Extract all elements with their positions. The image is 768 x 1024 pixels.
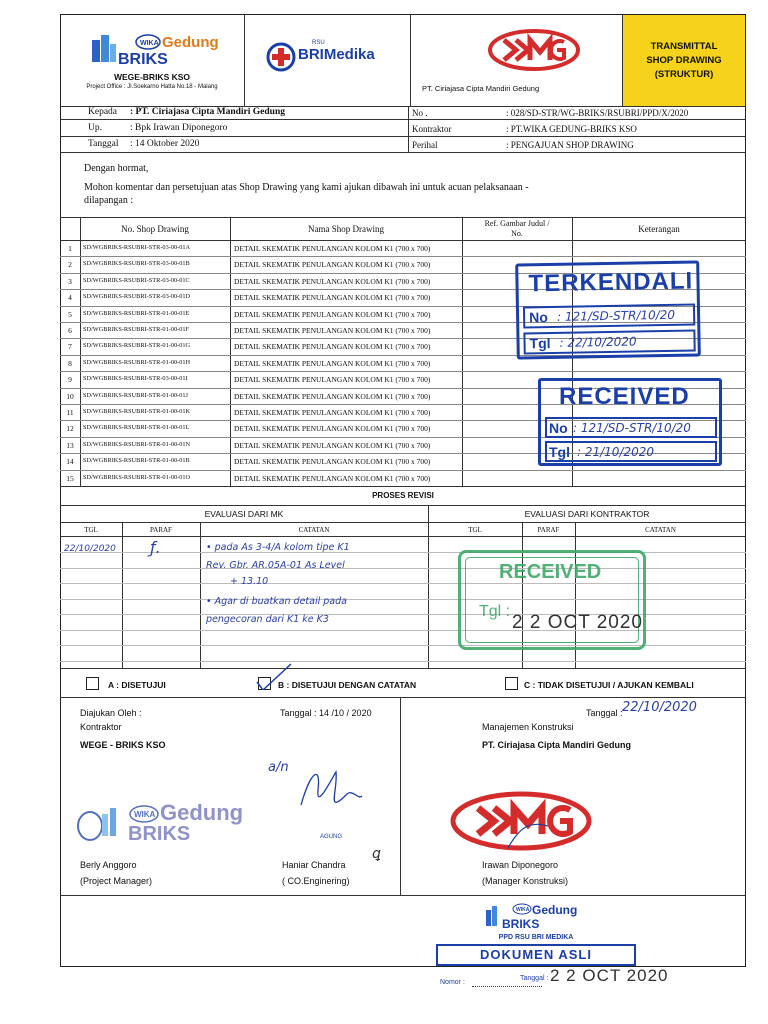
proses-divider <box>122 522 123 668</box>
green-received-date: 2 2 OCT 2020 <box>512 612 644 633</box>
diajukan-label: Diajukan Oleh : <box>80 708 142 718</box>
received-title: RECEIVED <box>559 383 690 410</box>
footer-nomor-line <box>472 986 542 987</box>
footer-line2: DOKUMEN ASLI <box>436 944 636 966</box>
row-number: 7 <box>68 342 72 352</box>
letter-body-line1: Mohon komentar dan persetujuan atas Shop Drawing yang kami ajukan dibawah ini untuk acuan pelaksanaan - <box>84 182 529 193</box>
checkbox-a[interactable] <box>86 677 99 690</box>
terkendali-tgl-label: Tgl <box>529 335 551 352</box>
row-name: DETAIL SKEMATIK PENULANGAN KOLOM K1 (700 x 700) <box>234 440 431 450</box>
terkendali-stamp <box>515 260 701 359</box>
row-number: 13 <box>66 440 74 450</box>
person3-role: (Manager Konstruksi) <box>482 876 569 886</box>
no-label: No . <box>412 108 428 118</box>
row-code: SD/WGBRIKS-RSUBRI-STR-01-00-01G <box>83 342 191 350</box>
row-divider <box>60 256 746 257</box>
row-name: DETAIL SKEMATIK PENULANGAN KOLOM K1 (700 x 700) <box>234 408 431 417</box>
checkbox-b[interactable] <box>258 677 271 690</box>
tanggal-left: Tanggal : 14 /10 / 2020 <box>280 708 372 718</box>
project-office: Project Office : Jl.Soekarno Hatta No.18 - Malang <box>86 84 218 90</box>
mk-eval-paraf: ƒ. <box>150 538 161 557</box>
approval-a-label: A : DISETUJUI <box>108 680 166 690</box>
header-divider <box>410 14 411 106</box>
ruled-line <box>60 645 428 646</box>
row-divider <box>60 470 746 471</box>
row-code: SD/WGBRIKS-RSUBRI-STR-01-00-01E <box>83 309 190 317</box>
row-name: DETAIL SKEMATIK PENULANGAN KOLOM K1 (700 x 700) <box>234 424 431 434</box>
person1-name: Berly Anggoro <box>80 860 137 870</box>
cmg-stamp <box>448 790 594 852</box>
th-keterangan: Keterangan <box>638 224 680 234</box>
signature-bottom-line <box>60 895 746 896</box>
haniar-initial: ꝗ <box>372 846 381 862</box>
footer-tanggal-label: Tanggal : <box>520 975 549 982</box>
received-no-label: No <box>549 420 568 436</box>
svg-text:WIKA: WIKA <box>140 40 159 47</box>
mk-label: Manajemen Konstruksi <box>482 722 574 732</box>
footer-nomor-label: Nomor : <box>440 979 465 986</box>
ruled-line <box>60 630 428 631</box>
tanggal-value: : 14 Oktober 2020 <box>130 139 200 149</box>
an-mark: a/n <box>268 760 289 775</box>
row-number: 4 <box>68 293 72 303</box>
row-code: SD/WGBRIKS-RSUBRI-STR-03-00-01A <box>83 244 191 251</box>
up-value: : Bpk Irawan Diponegoro <box>130 123 228 133</box>
th-nama-shop: Nama Shop Drawing <box>308 224 384 234</box>
no-value: : 028/SD-STR/WG-BRIKS/RSUBRI/PPD/X/2020 <box>506 108 689 118</box>
kepada-value: : PT. Ciriajasa Cipta Mandiri Gedung <box>130 107 285 117</box>
tanggal-label: Tanggal <box>88 139 119 149</box>
mk-note-line: pengecoran dari K1 ke K3 <box>206 614 329 625</box>
approval-bottom-line <box>60 697 746 698</box>
mk-eval-date: 22/10/2020 <box>64 544 116 554</box>
k-col-paraf: PARAF <box>537 526 560 534</box>
k-col-catatan: CATATAN <box>645 526 676 534</box>
bri-rsu-label: RSU <box>312 40 325 46</box>
transmittal-line: SHOP DRAWING <box>646 55 722 66</box>
bri-medika-icon <box>266 42 296 72</box>
row-number: 9 <box>68 375 72 385</box>
mk-note-line: Rev. Gbr. AR.05A-01 As Level <box>206 560 345 571</box>
bri-medika-logo-text: BRIMedika <box>298 46 375 63</box>
row-name: DETAIL SKEMATIK PENULANGAN KOLOM K1 (700 x 700) <box>234 457 431 467</box>
svg-text:BRIKS: BRIKS <box>502 917 540 930</box>
terkendali-no-label: No <box>528 309 548 326</box>
row-line <box>60 152 746 153</box>
th-no-shop: No. Shop Drawing <box>121 224 189 234</box>
row-name: DETAIL SKEMATIK PENULANGAN KOLOM K1 (700 x 700) <box>234 293 431 303</box>
row-code: SD/WGBRIKS-RSUBRI-STR-01-00-01B <box>83 457 190 465</box>
proses-line <box>60 522 746 523</box>
row-name: DETAIL SKEMATIK PENULANGAN KOLOM K1 (700 x 700) <box>234 244 431 253</box>
row-number: 2 <box>68 260 72 270</box>
green-received-title: RECEIVED <box>499 561 602 583</box>
kontraktor-eval-title: EVALUASI DARI KONTRAKTOR <box>524 509 650 519</box>
row-name: DETAIL SKEMATIK PENULANGAN KOLOM K1 (700 x 700) <box>234 276 431 286</box>
row-code: SD/WGBRIKS-RSUBRI-STR-01-00-01O <box>83 473 191 481</box>
mk-note-line: • Agar di buatkan detail pada <box>206 596 347 607</box>
row-number: 5 <box>68 309 72 319</box>
row-code: SD/WGBRIKS-RSUBRI-STR-01-00-01N <box>83 440 191 448</box>
proses-divider <box>200 522 201 668</box>
person1-role: (Project Manager) <box>80 876 153 886</box>
th-ref-line1: Ref. Gambar Judul / <box>484 219 550 228</box>
signature-haniar <box>296 760 366 820</box>
checkbox-c[interactable] <box>505 677 518 690</box>
mk-col-paraf: PARAF <box>150 526 172 534</box>
row-code: SD/WGBRIKS-RSUBRI-STR-03-00-01C <box>83 276 190 284</box>
row-line <box>60 136 746 137</box>
kepada-label: Kepada <box>88 107 118 117</box>
transmittal-title <box>623 40 745 82</box>
mk-note-line: • pada As 3-4/A kolom tipe K1 <box>206 542 350 553</box>
header-divider <box>244 14 245 106</box>
row-code: SD/WGBRIKS-RSUBRI-STR-03-00-01B <box>83 260 190 268</box>
row-code: SD/WGBRIKS-RSUBRI-STR-01-00-01L <box>83 424 190 432</box>
svg-text:WIKA: WIKA <box>516 907 530 913</box>
row-number: 8 <box>68 358 72 368</box>
row-code: SD/WGBRIKS-RSUBRI-STR-03-00-01D <box>83 293 191 301</box>
mk-title: EVALUASI DARI MK <box>204 509 284 519</box>
wega-briks-logo <box>88 30 228 70</box>
mk-col-catatan: CATATAN <box>298 526 330 534</box>
row-name: DETAIL SKEMATIK PENULANGAN KOLOM K1 (700 x 700) <box>234 326 431 335</box>
green-received-tgl-label: Tgl : <box>479 603 511 620</box>
signature-divider <box>400 697 401 895</box>
approval-c-label: C : TIDAK DISETUJUI / AJUKAN KEMBALI <box>524 680 694 690</box>
wege-label: WEGE - BRIKS KSO <box>80 740 166 750</box>
person2-name: Haniar Chandra <box>282 860 346 870</box>
transmittal-line: TRANSMITTAL <box>650 41 718 52</box>
ruled-line <box>60 661 428 662</box>
table-bottom-line <box>60 486 746 487</box>
transmittal-line: (STRUKTUR) <box>654 69 714 80</box>
row-number: 11 <box>66 408 74 417</box>
svg-text:Gedung: Gedung <box>160 800 244 825</box>
terkendali-tgl-value: : 22/10/2020 <box>559 334 637 350</box>
mk-note-line: + 13.10 <box>230 576 269 587</box>
letter-body-line2: dilapangan : <box>84 195 134 206</box>
row-number: 3 <box>68 276 72 286</box>
footer-date: 2 2 OCT 2020 <box>550 966 669 985</box>
row-number: 15 <box>66 473 74 483</box>
proses-title: PROSES REVISI <box>372 491 434 500</box>
wega-name: WEGE-BRIKS KSO <box>113 72 191 82</box>
mk-col-tgl: TGL <box>84 526 98 534</box>
kontraktor-label-sign: Kontraktor <box>80 722 122 732</box>
row-name: DETAIL SKEMATIK PENULANGAN KOLOM K1 (700 x 700) <box>234 473 431 483</box>
row-name: DETAIL SKEMATIK PENULANGAN KOLOM K1 (700 x 700) <box>234 391 431 401</box>
svg-text:Gedung: Gedung <box>162 34 219 51</box>
mk-company: PT. Ciriajasa Cipta Mandiri Gedung <box>482 740 632 750</box>
row-number: 10 <box>66 391 74 401</box>
ruled-line <box>428 661 746 662</box>
k-col-tgl: TGL <box>468 526 482 534</box>
row-code: SD/WGBRIKS-RSUBRI-STR-01-00-01H <box>83 358 191 366</box>
row-code: SD/WGBRIKS-RSUBRI-STR-01-00-01J <box>83 391 188 399</box>
row-number: 1 <box>68 244 72 253</box>
table-top-line <box>60 217 746 218</box>
up-label: Up. <box>88 123 102 133</box>
received-tgl-label: Tgl <box>549 444 570 460</box>
terkendali-title: TERKENDALI <box>528 267 694 298</box>
person3-name: Irawan Diponegoro <box>482 860 559 870</box>
svg-text:BRIKS: BRIKS <box>118 51 168 68</box>
row-divider <box>60 371 746 372</box>
svg-text:WIKA: WIKA <box>134 810 156 819</box>
tanggal-right-hand: 22/10/2020 <box>622 700 697 715</box>
info-divider <box>408 106 409 152</box>
kontraktor-label: Kontraktor <box>412 124 452 134</box>
proses-line <box>60 505 746 506</box>
proses-line <box>60 536 746 537</box>
row-code: SD/WGBRIKS-RSUBRI-STR-01-00-01K <box>83 408 191 415</box>
tanggal-right: Tanggal : <box>586 708 623 718</box>
row-name: DETAIL SKEMATIK PENULANGAN KOLOM K1 (700 x 700) <box>234 309 431 319</box>
cmg-logo <box>486 28 582 72</box>
wega-briks-stamp <box>72 798 302 844</box>
agung-mark: AGUNG <box>320 834 343 840</box>
perihal-label: Perihal <box>412 140 438 150</box>
row-number: 12 <box>66 424 74 434</box>
table-header-line <box>60 240 746 241</box>
received-tgl-value: : 21/10/2020 <box>577 445 655 459</box>
row-line <box>60 119 746 120</box>
footer-line1: PPD RSU BRI MEDIKA <box>498 934 574 941</box>
row-name: DETAIL SKEMATIK PENULANGAN KOLOM K1 (700 x 700) <box>234 342 431 352</box>
th-ref-line2: No. <box>511 229 523 238</box>
row-name: DETAIL SKEMATIK PENULANGAN KOLOM K1 (700 x 700) <box>234 260 431 270</box>
svg-text:Gedung: Gedung <box>532 903 578 917</box>
terkendali-no-value: : 121/SD-STR/10/20 <box>556 307 676 324</box>
row-code: SD/WGBRIKS-RSUBRI-STR-03-00-01I <box>83 375 188 383</box>
greeting: Dengan hormat, <box>84 163 149 174</box>
received-no-value: : 121/SD-STR/10/20 <box>573 421 691 435</box>
row-name: DETAIL SKEMATIK PENULANGAN KOLOM K1 (700 x 700) <box>234 358 431 368</box>
row-name: DETAIL SKEMATIK PENULANGAN KOLOM K1 (700 x 700) <box>234 375 431 385</box>
footer-briks-logo <box>484 900 594 930</box>
row-number: 6 <box>68 326 72 335</box>
received-stamp <box>538 378 722 466</box>
proses-bottom-line <box>60 668 746 669</box>
row-code: SD/WGBRIKS-RSUBRI-STR-01-00-01F <box>83 326 190 333</box>
svg-text:BRIKS: BRIKS <box>128 823 191 844</box>
cmg-company: PT. Ciriajasa Cipta Mandiri Gedung <box>422 84 540 93</box>
row-number: 14 <box>66 457 74 467</box>
approval-b-label: B : DISETUJUI DENGAN CATATAN <box>278 680 417 690</box>
kontraktor-value: : PT.WIKA GEDUNG-BRIKS KSO <box>506 124 637 134</box>
person2-role: ( CO.Enginering) <box>282 876 350 886</box>
perihal-value: : PENGAJUAN SHOP DRAWING <box>506 140 634 150</box>
green-received-stamp <box>458 550 646 650</box>
